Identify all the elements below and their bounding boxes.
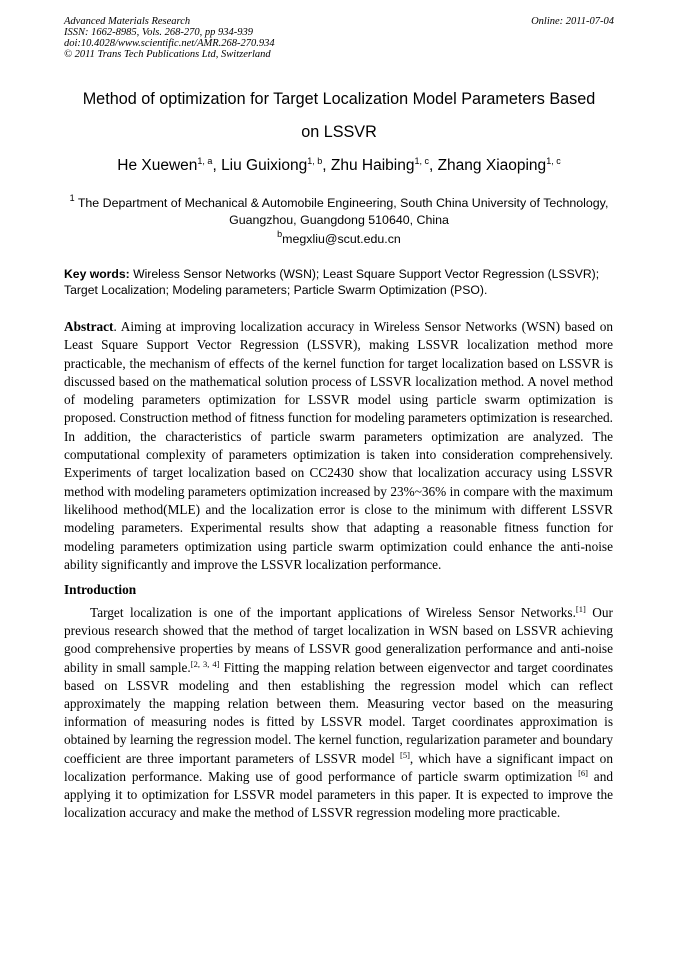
author-name: Zhu Haibing [330, 157, 415, 174]
author-name: He Xuewen [117, 157, 198, 174]
intro-text: , which have a significant impact on localization performance. Making use of good performance of particle swarm optimization [64, 750, 613, 784]
keywords-text: Wireless Sensor Networks (WSN); Least Square Support Vector Regression (LSSVR); Target Localization; Modeling parameters; Particle Swarm Optimization (PSO). [64, 267, 600, 297]
affiliation-line-2: Guangzhou, Guangdong 510640, China [229, 213, 449, 227]
author-affiliation-mark: 1, c [546, 156, 561, 166]
journal-issn: ISSN: 1662-8985, Vols. 268-270, pp 934-939 [64, 27, 253, 38]
author-list [64, 157, 614, 175]
abstract [64, 318, 613, 574]
email-mark: b [277, 229, 283, 239]
intro-text: Our previous research showed that the method of target localization in WSN based on LSSVR achieving good comprehensive properties by means of LSSVR good generalization performance and anti-noise ability in small sample. [64, 605, 613, 675]
author-separator: , [428, 157, 438, 174]
journal-name: Advanced Materials Research [64, 16, 191, 27]
affiliation-line-1 [64, 195, 614, 211]
affiliation-email [64, 231, 614, 247]
affiliation-mark: 1 [69, 193, 75, 203]
paper-title-line-1: Method of optimization for Target Localization Model Parameters Based [82, 90, 596, 108]
paper-title-line-2: on LSSVR [301, 123, 377, 141]
keywords-label: Key words: [64, 267, 130, 281]
abstract-text: . Aiming at improving localization accuracy in Wireless Sensor Networks (WSN) based on Least Square Support Vector Regression (LSSVR), making LSSVR localization method more practicable, the mechanism of effects of the kernel function for target localization based on LSSVR is discussed based on the mathematical solution process of LSSVR localization method. A novel method of modeling parameters optimization for LSSVR model using particle swarm optimization is proposed. Construction method of fitness function for modeling parameters optimization is researched. In addition, the characteristics of particle swarm parameters optimization are analyzed. The computational complexity of parameters optimization is taken into consideration comprehensively. Experiments of target localization based on CC2430 show that localization accuracy using LSSVR method with modeling parameters optimization increased by 23%~36% in compare with the maximum likelihood method(MLE) and the localization error is close to the minimum with different LSSVR modeling parameters. Experimental results show that adapting a reasonable fitness function for modeling parameters optimization using particle swarm optimization could enhance the anti-noise ability significantly and improve the LSSVR localization performance. [64, 319, 613, 572]
online-date: Online: 2011-07-04 [531, 16, 614, 27]
abstract-label: Abstract [64, 319, 114, 334]
introduction-heading: Introduction [64, 582, 137, 597]
journal-doi: doi:10.4028/www.scientific.net/AMR.268-270.934 [64, 38, 275, 49]
citation-ref: [6] [578, 767, 588, 778]
intro-text: Target localization is one of the important applications of Wireless Sensor Networks. [90, 605, 576, 620]
author-name: Zhang Xiaoping [437, 157, 547, 174]
citation-ref: [5] [399, 749, 410, 760]
author-separator: , [322, 157, 331, 174]
citation-ref: [2, 3, 4] [190, 658, 220, 669]
citation-ref: [1] [575, 604, 586, 614]
author-affiliation-mark: 1, c [414, 156, 429, 166]
journal-header [64, 16, 424, 60]
journal-copyright: © 2011 Trans Tech Publications Ltd, Switzerland [64, 49, 271, 60]
author-separator: , [212, 157, 222, 174]
email-address: megxliu@scut.edu.cn [282, 232, 401, 246]
affiliation-text: The Department of Mechanical & Automobile Engineering, South China University of Technology, [74, 196, 609, 210]
author-affiliation-mark: 1, b [307, 156, 323, 166]
intro-text: and applying it to optimization for LSSVR model parameters in this paper. It is expected to improve the localization accuracy and make the method of LSSVR regression modeling more practicable. [64, 768, 613, 821]
keywords [64, 266, 616, 298]
introduction-paragraph [64, 604, 613, 822]
author-name: Liu Guixiong [221, 157, 308, 174]
intro-text: Fitting the mapping relation between eigenvector and target coordinates based on LSSVR modeling and then establishing the regression model which can reflect approximately the mapping relation between them. Measuring vector based on the measuring information of measuring nodes is fitted by LSSVR model. Target coordinates approximation is obtained by learning the regression model. The kernel function, regularization parameter and boundary coefficient are three important parameters of LSSVR model [64, 659, 613, 766]
author-affiliation-mark: 1, a [197, 156, 213, 166]
